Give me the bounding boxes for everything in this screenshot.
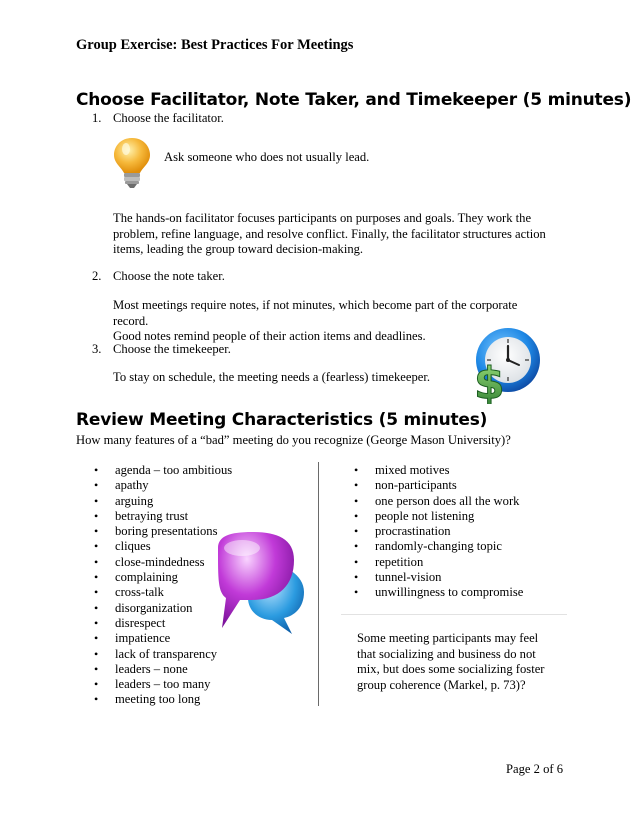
list-item: • repetition xyxy=(354,555,523,570)
list-item: • arguing xyxy=(94,494,232,509)
list-item: • disrespect xyxy=(94,616,232,631)
list-item: • disorganization xyxy=(94,601,232,616)
list-number-3: 3. xyxy=(92,342,102,356)
section-heading-characteristics: Review Meeting Characteristics (5 minutes) xyxy=(76,410,488,430)
text-line: The hands-on facilitator focuses participants on purposes and goals. They work the xyxy=(113,211,532,225)
list-item: • boring presentations xyxy=(94,524,232,539)
facilitator-description xyxy=(113,211,553,258)
list-item: • unwillingness to compromise xyxy=(354,585,523,600)
bad-meeting-list-right xyxy=(354,463,523,601)
document-title: Group Exercise: Best Practices For Meetings xyxy=(76,37,354,53)
list-item: • complaining xyxy=(94,570,232,585)
list-item: • impatience xyxy=(94,631,232,646)
text-line: Most meetings require notes, if not minutes, which become part of the corporate record. xyxy=(113,298,518,328)
list-item-facilitator: Choose the facilitator. xyxy=(113,111,224,125)
list-item: • cross-talk xyxy=(94,585,232,600)
note-divider xyxy=(341,614,567,615)
list-item: • non-participants xyxy=(354,478,523,493)
text-line: group coherence (Markel, p. 73)? xyxy=(357,677,526,692)
list-item: • tunnel-vision xyxy=(354,570,523,585)
list-item: • close-mindedness xyxy=(94,555,232,570)
timekeeper-description: To stay on schedule, the meeting needs a (fearless) timekeeper. xyxy=(113,370,430,384)
tip-text: Ask someone who does not usually lead. xyxy=(164,150,370,164)
clock-dollar-icon xyxy=(456,324,546,404)
speech-bubbles-icon xyxy=(212,530,308,636)
list-item-timekeeper: Choose the timekeeper. xyxy=(113,342,231,356)
section-heading-roles: Choose Facilitator, Note Taker, and Timekeeper (5 minutes) xyxy=(76,90,632,110)
list-item: • betraying trust xyxy=(94,509,232,524)
text-line: items, leading the group toward decision-making. xyxy=(113,242,364,257)
text-line: problem, refine language, and resolve conflict. Finally, the facilitator structures action xyxy=(113,226,546,241)
list-item: • lack of transparency xyxy=(94,647,232,662)
list-item: • people not listening xyxy=(354,509,523,524)
list-item: • mixed motives xyxy=(354,463,523,478)
socializing-note xyxy=(357,631,544,693)
text-line: Good notes remind people of their action items and deadlines. xyxy=(113,329,426,344)
list-item: • leaders – none xyxy=(94,662,232,677)
list-item: • agenda – too ambitious xyxy=(94,463,232,478)
text-line: mix, but does some socializing foster xyxy=(357,662,545,677)
list-item: • one person does all the work xyxy=(354,494,523,509)
text-line: Some meeting participants may feel xyxy=(357,631,539,645)
list-item: • meeting too long xyxy=(94,692,232,707)
column-divider xyxy=(318,462,319,706)
list-number-1: 1. xyxy=(92,111,102,125)
list-number-2: 2. xyxy=(92,269,102,283)
lightbulb-icon xyxy=(112,136,152,190)
list-item: • randomly-changing topic xyxy=(354,539,523,554)
svg-text:$: $ xyxy=(474,358,505,404)
list-item-note-taker: Choose the note taker. xyxy=(113,269,225,283)
list-item: • leaders – too many xyxy=(94,677,232,692)
list-item: • apathy xyxy=(94,478,232,493)
list-item: • procrastination xyxy=(354,524,523,539)
page-number: Page 2 of 6 xyxy=(506,762,564,776)
list-item: • cliques xyxy=(94,539,232,554)
text-line: that socializing and business do not xyxy=(357,646,536,661)
section-intro: How many features of a “bad” meeting do you recognize (George Mason University)? xyxy=(76,433,511,447)
